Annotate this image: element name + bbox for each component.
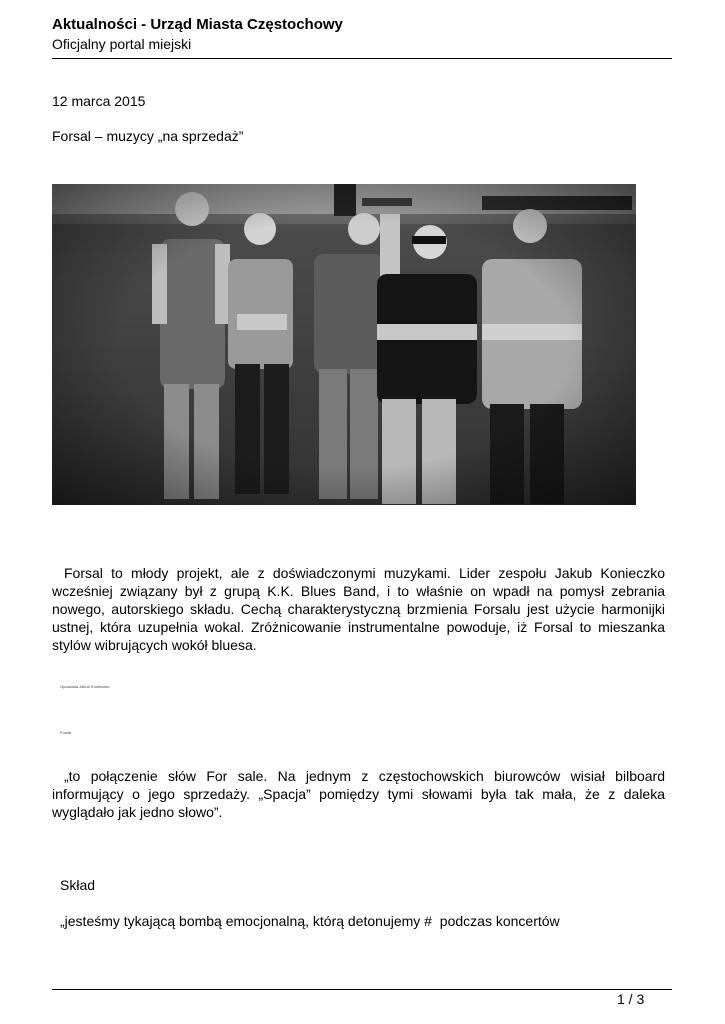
article-paragraph-1: Forsal to młody projekt, ale z doświadczonymi muzykami. Lider zespołu Jakub Konieczko wcześniej związany był z grupą K.K. Blues Band, i to właśnie on wpadł na pomysł zebrania nowego, autorskiego składu. Cechą charakterystyczną brzmienia Forsalu jest użycie harmonijki ustnej, która uzupełnia wokal. Zróżnicowanie instrumentalne powoduje, iż Forsal to mieszanka stylów wibrujących wokół bluesa.	[52, 565, 665, 653]
caption-band: Forsal	[60, 730, 72, 735]
quote-line	[60, 913, 725, 931]
caption-speaker: Opowiada Jakub Konieczko	[60, 684, 110, 689]
quote-garbled-glyphs	[432, 915, 440, 930]
page-number: 1 / 3	[617, 991, 645, 1007]
site-subtitle: Oficjalny portal miejski	[52, 36, 192, 52]
article-paragraph-2: „to połączenie słów For sale. Na jednym z częstochowskich biurowców wisiał bilboard informujący o jego sprzedaży. „Spacja” pomiędzy tymi słowami była tak mała, że z daleka wyglądało jak jedno słowo”.	[52, 768, 665, 820]
quote-start: „jesteśmy tykającą bombą emocjonalną, którą detonujemy #	[60, 913, 432, 929]
article-date: 12 marca 2015	[52, 93, 146, 109]
section-heading: Skład	[60, 877, 96, 893]
header-divider	[52, 58, 672, 59]
article-title: Forsal – muzycy „na sprzedaż”	[52, 128, 244, 144]
quote-end: podczas koncertów	[439, 913, 560, 929]
site-title: Aktualności - Urząd Miasta Częstochowy	[52, 16, 343, 33]
band-photo	[52, 184, 636, 505]
footer-divider	[52, 989, 672, 990]
